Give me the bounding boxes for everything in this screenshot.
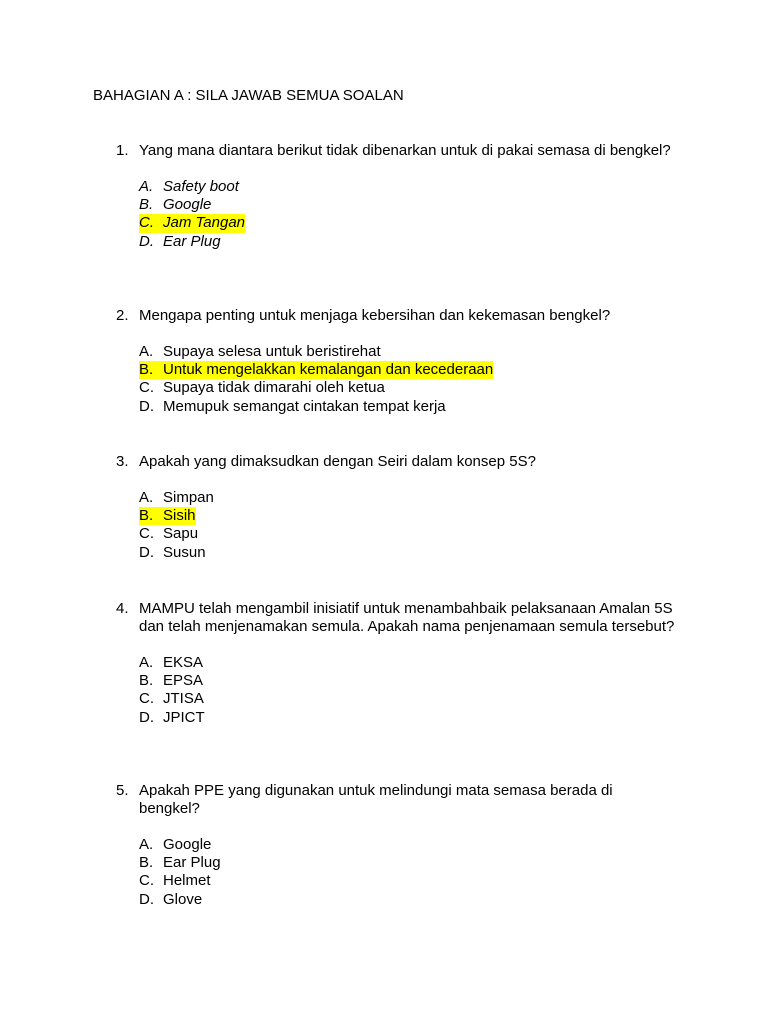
- question-number: 1.: [116, 142, 129, 159]
- option-letter: A.: [139, 654, 154, 671]
- option-letter: D.: [139, 232, 154, 250]
- option-text: Safety boot: [163, 178, 239, 195]
- option-b: [139, 196, 676, 214]
- question-1: [116, 142, 676, 251]
- option-letter: C.: [139, 525, 154, 543]
- option-c: [139, 525, 676, 543]
- question-text: Apakah PPE yang digunakan untuk melindungi mata semasa berada di bengkel?: [139, 782, 613, 817]
- option-a: [139, 654, 676, 672]
- question-number: 4.: [116, 600, 129, 617]
- option-c: [139, 379, 676, 397]
- option-letter: D.: [139, 890, 154, 908]
- option-c: [139, 690, 676, 708]
- option-text: Google: [163, 196, 212, 214]
- option-text: Jam Tangan: [163, 214, 246, 232]
- question-text: Mengapa penting untuk menjaga kebersihan dan kekemasan bengkel?: [139, 307, 611, 324]
- option-letter: C.: [139, 379, 154, 397]
- option-letter: C.: [139, 214, 154, 232]
- option-list: [139, 654, 676, 727]
- option-text: JTISA: [163, 690, 204, 708]
- question-text: Apakah yang dimaksudkan dengan Seiri dalam konsep 5S?: [139, 453, 536, 470]
- option-text: Susun: [163, 543, 206, 561]
- option-d: [139, 544, 676, 562]
- option-d: [139, 709, 676, 727]
- question-text: MAMPU telah mengambil inisiatif untuk menambahbaik pelaksanaan Amalan 5S dan telah menjenamakan semula. Apakah nama penjenamaan semula tersebut?: [139, 600, 675, 635]
- option-text: Ear Plug: [163, 854, 221, 872]
- option-a: [139, 489, 676, 507]
- section-heading: BAHAGIAN A : SILA JAWAB SEMUA SOALAN: [93, 87, 404, 104]
- option-list: [139, 178, 676, 251]
- question-text: Yang mana diantara berikut tidak dibenarkan untuk di pakai semasa di bengkel?: [139, 142, 671, 159]
- option-text: Untuk mengelakkan kemalangan dan kecederaan: [163, 361, 494, 379]
- option-b: [139, 854, 676, 872]
- question-number: 2.: [116, 307, 129, 324]
- option-text: EKSA: [163, 654, 204, 671]
- option-b-highlighted-answer: [139, 507, 676, 525]
- option-text: Ear Plug: [163, 232, 221, 250]
- option-a: [139, 343, 676, 361]
- option-letter: A.: [139, 178, 154, 195]
- option-text: Sisih: [163, 507, 196, 525]
- option-letter: B.: [139, 672, 154, 690]
- question-number: 3.: [116, 453, 129, 470]
- option-text: Helmet: [163, 872, 211, 890]
- option-letter: B.: [139, 507, 154, 525]
- option-list: [139, 836, 676, 909]
- question-4: [116, 600, 676, 727]
- option-b: [139, 672, 676, 690]
- option-text: Sapu: [163, 525, 199, 543]
- option-letter: D.: [139, 708, 154, 726]
- option-list: [139, 489, 676, 562]
- option-letter: B.: [139, 196, 154, 214]
- question-2: [116, 307, 676, 416]
- option-text: Supaya selesa untuk beristirehat: [163, 343, 381, 360]
- option-letter: A.: [139, 836, 154, 853]
- option-text: Memupuk semangat cintakan tempat kerja: [163, 397, 446, 415]
- option-c-highlighted-answer: [139, 214, 676, 232]
- option-letter: D.: [139, 543, 154, 561]
- option-text: Glove: [163, 890, 203, 908]
- option-letter: D.: [139, 397, 154, 415]
- option-a: [139, 178, 676, 196]
- option-text: Supaya tidak dimarahi oleh ketua: [163, 379, 385, 397]
- option-letter: C.: [139, 872, 154, 890]
- option-d: [139, 891, 676, 909]
- option-list: [139, 343, 676, 416]
- option-letter: B.: [139, 854, 154, 872]
- question-5: [116, 782, 676, 909]
- option-a: [139, 836, 676, 854]
- option-text: EPSA: [163, 672, 204, 690]
- option-letter: A.: [139, 489, 154, 506]
- option-text: JPICT: [163, 708, 205, 726]
- option-d: [139, 233, 676, 251]
- option-b-highlighted-answer: [139, 361, 676, 379]
- question-3: [116, 453, 676, 562]
- option-letter: A.: [139, 343, 154, 360]
- option-text: Simpan: [163, 489, 214, 506]
- option-c: [139, 872, 676, 890]
- question-number: 5.: [116, 782, 129, 799]
- option-letter: B.: [139, 361, 154, 379]
- option-d: [139, 398, 676, 416]
- option-letter: C.: [139, 690, 154, 708]
- option-text: Google: [163, 836, 212, 853]
